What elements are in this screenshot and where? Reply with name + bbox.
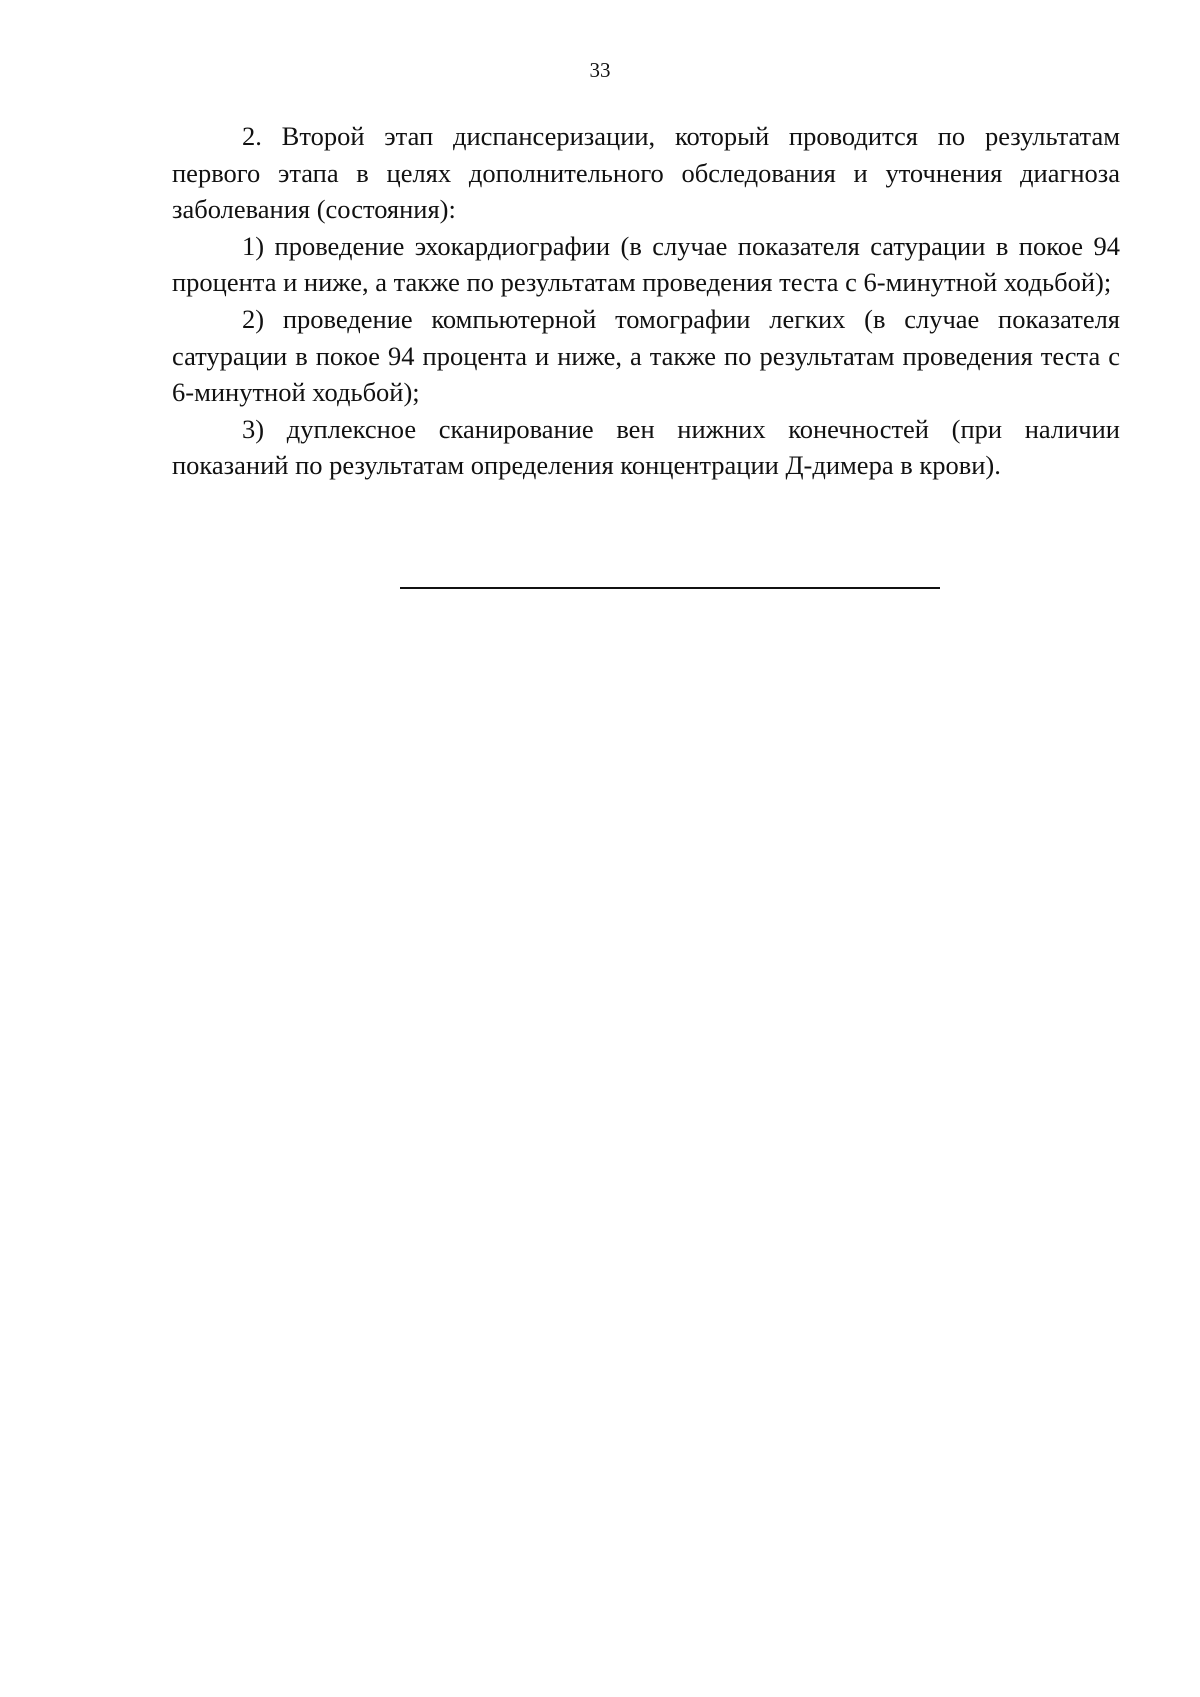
paragraph-second-stage: 2. Второй этап диспансеризации, который проводится по результатам первого этапа в целях дополнительного обследования и уточнения диагноза заболевания (состояния):: [172, 121, 1120, 225]
list-item-echocardiography: 1) проведение эхокардиографии (в случае показателя сатурации в покое 94 процента и ниже, а также по результатам проведения теста с 6-минутной ходьбой);: [172, 230, 1120, 298]
page-number: 33: [589, 58, 611, 82]
body-text: [172, 118, 1120, 484]
list-item-duplex-scan: 3) дуплексное сканирование вен нижних конечностей (при наличии показаний по результатам определения концентрации Д-димера в крови).: [172, 413, 1120, 481]
list-item-lung-ct: 2) проведение компьютерной томографии легких (в случае показателя сатурации в покое 94 процента и ниже, а также по результатам проведения теста с 6-минутной ходьбой);: [172, 303, 1120, 408]
end-divider-line: [400, 587, 940, 589]
